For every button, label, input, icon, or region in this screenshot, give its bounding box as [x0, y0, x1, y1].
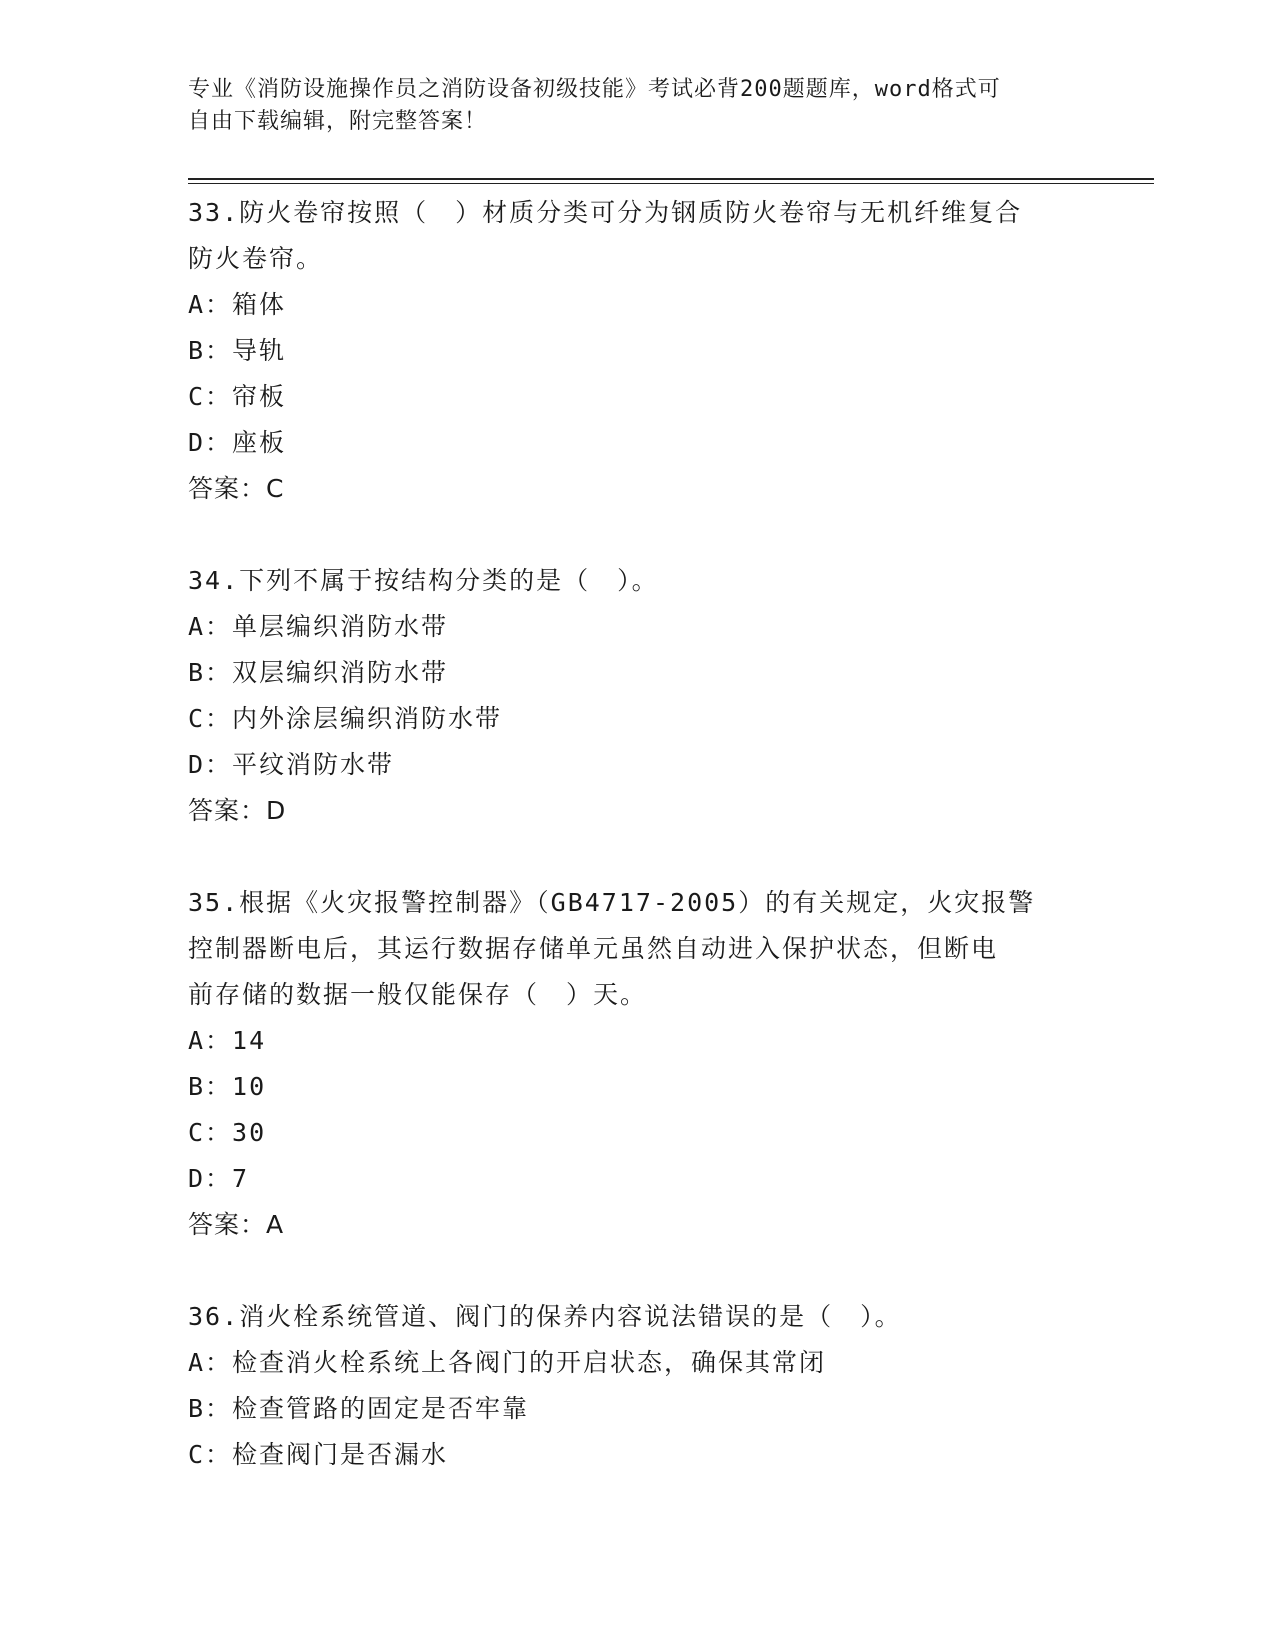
answer-option: A：检查消火栓系统上各阀门的开启状态，确保其常闭 [188, 1348, 827, 1377]
answer-option: B：10 [188, 1072, 267, 1101]
answer-option: C：检查阀门是否漏水 [188, 1440, 449, 1469]
document-header [188, 74, 1088, 138]
question-text: 35.根据《火灾报警控制器》（GB4717-2005）的有关规定，火灾报警 [188, 888, 1036, 917]
answer-option: D：7 [188, 1164, 250, 1193]
answer-option: B：导轨 [188, 336, 287, 365]
header-line: 专业《消防设施操作员之消防设备初级技能》考试必背200题题库，word格式可 [188, 77, 1001, 102]
answer-option: B：双层编织消防水带 [188, 658, 449, 687]
question-text: 34.下列不属于按结构分类的是（ ）。 [188, 566, 659, 595]
answer-key: 答案：A [188, 1210, 285, 1239]
answer-option: C：30 [188, 1118, 267, 1147]
question-text: 前存储的数据一般仅能保存（ ）天。 [188, 980, 648, 1009]
answer-option: A：14 [188, 1026, 267, 1055]
question-item [188, 190, 1088, 512]
question-text: 36.消火栓系统管道、阀门的保养内容说法错误的是（ ）。 [188, 1302, 902, 1331]
question-text: 控制器断电后，其运行数据存储单元虽然自动进入保护状态，但断电 [188, 934, 999, 963]
answer-key: 答案：D [188, 796, 287, 825]
answer-option: C：帘板 [188, 382, 287, 411]
answer-key: 答案：C [188, 474, 285, 503]
question-list [188, 190, 1088, 1478]
header-divider [188, 178, 1154, 180]
answer-option: D：平纹消防水带 [188, 750, 395, 779]
header-line: 自由下载编辑，附完整答案！ [188, 109, 488, 134]
answer-option: A：单层编织消防水带 [188, 612, 449, 641]
question-item [188, 880, 1088, 1248]
header-divider-thin [188, 183, 1154, 184]
answer-option: A：箱体 [188, 290, 287, 319]
question-item [188, 558, 1088, 834]
answer-option: D：座板 [188, 428, 287, 457]
answer-option: C：内外涂层编织消防水带 [188, 704, 503, 733]
question-text: 33.防火卷帘按照（ ）材质分类可分为钢质防火卷帘与无机纤维复合 [188, 198, 1023, 227]
question-item [188, 1294, 1088, 1478]
answer-option: B：检查管路的固定是否牢靠 [188, 1394, 530, 1423]
question-text: 防火卷帘。 [188, 244, 324, 273]
